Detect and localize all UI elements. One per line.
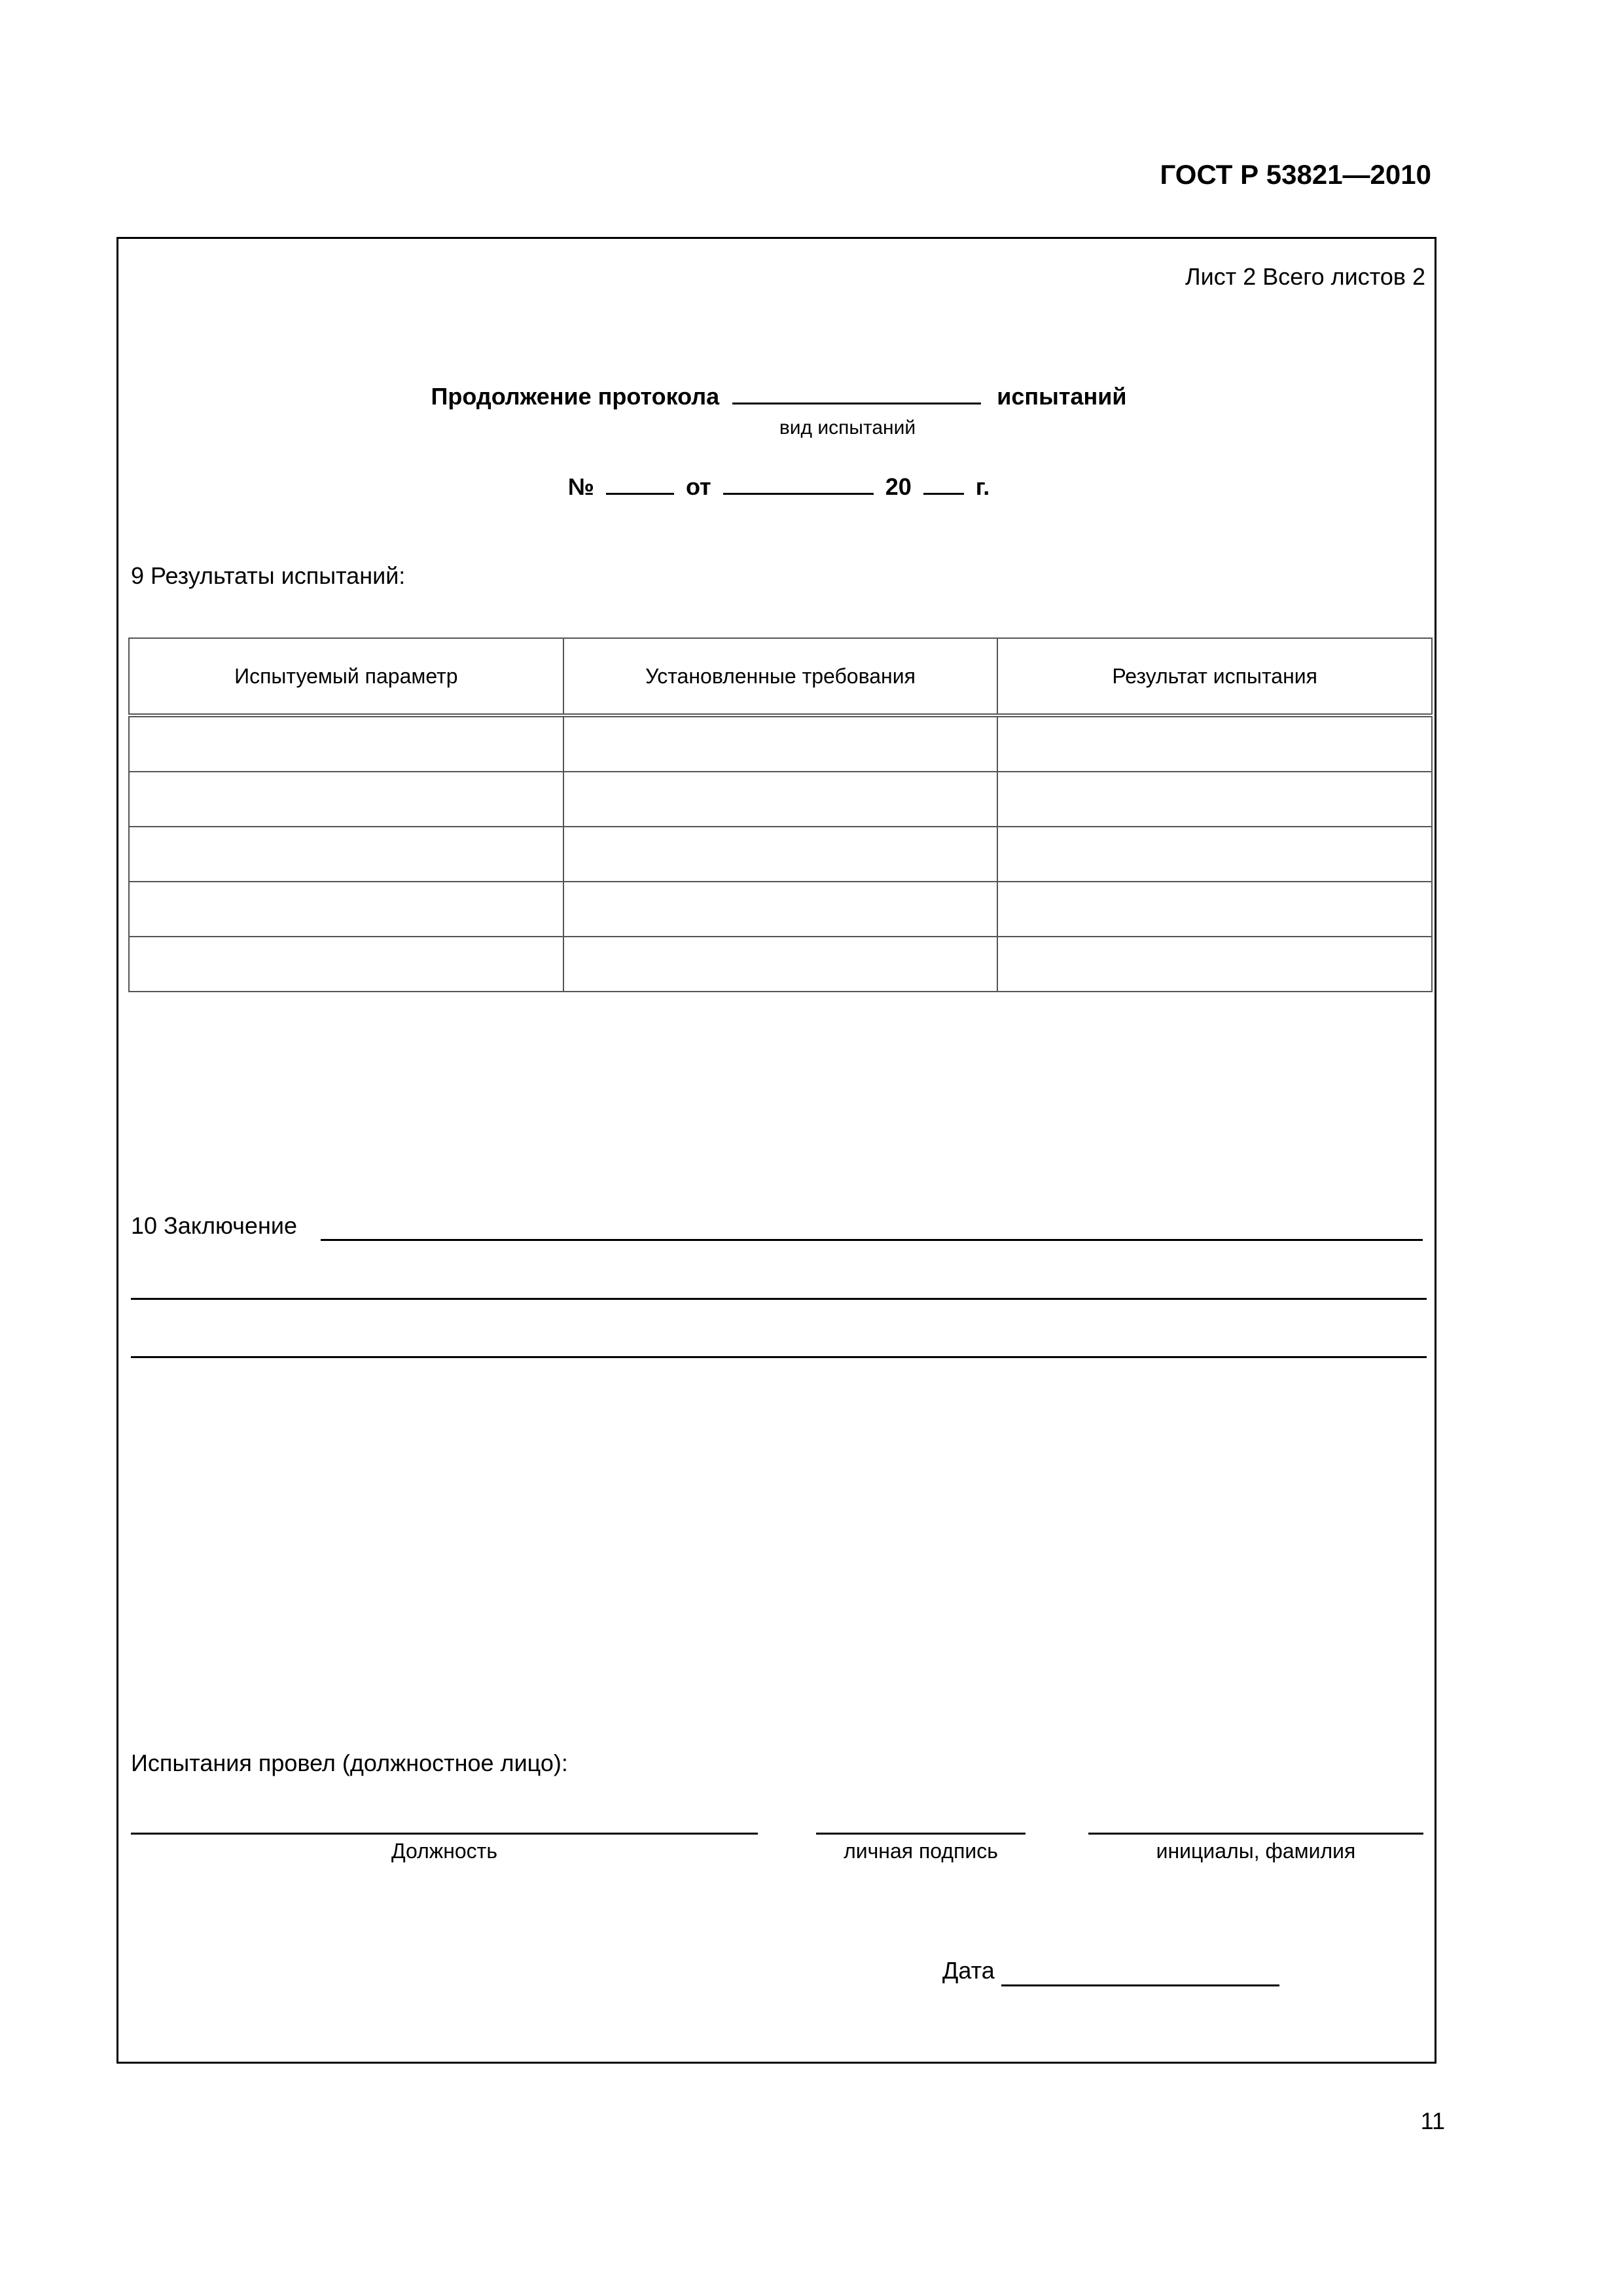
table-cell[interactable]: [997, 937, 1432, 992]
sheet-counter: Лист 2 Всего листов 2: [1185, 263, 1425, 290]
section-9-heading: 9 Результаты испытаний:: [131, 562, 406, 589]
table-row: [129, 715, 1432, 772]
protocol-title: [0, 383, 1558, 410]
table-cell[interactable]: [997, 772, 1432, 827]
table-row: [129, 827, 1432, 882]
protocol-year-field[interactable]: [923, 475, 964, 495]
position-caption: Должность: [391, 1839, 497, 1863]
header-tested-parameter: Испытуемый параметр: [129, 638, 563, 715]
table-cell[interactable]: [563, 827, 998, 882]
table-cell[interactable]: [129, 772, 563, 827]
table-cell[interactable]: [997, 882, 1432, 937]
table-row: [129, 937, 1432, 992]
test-type-caption: вид испытаний: [779, 417, 916, 439]
title-prefix: Продолжение протокола: [431, 383, 720, 410]
signature-caption: личная подпись: [844, 1839, 998, 1863]
protocol-frame: [116, 237, 1436, 2064]
table-header-row: [129, 638, 1432, 715]
table-cell[interactable]: [563, 772, 998, 827]
date-label: Дата: [942, 1957, 995, 1984]
header-requirements: Установленные требования: [563, 638, 998, 715]
from-label: от: [685, 473, 711, 500]
results-table: [128, 637, 1433, 992]
conclusion-line-3[interactable]: [131, 1356, 1427, 1358]
table-row: [129, 772, 1432, 827]
conclusion-line-1[interactable]: [321, 1239, 1423, 1241]
year-prefix: 20: [885, 473, 912, 500]
test-type-field[interactable]: [732, 384, 981, 404]
year-suffix: г.: [975, 473, 990, 500]
number-sign: №: [567, 473, 594, 500]
table-cell[interactable]: [997, 827, 1432, 882]
header-test-result: Результат испытания: [997, 638, 1432, 715]
table-cell[interactable]: [563, 715, 998, 772]
table-cell[interactable]: [129, 715, 563, 772]
tester-heading: Испытания провел (должностное лицо):: [131, 1749, 568, 1776]
table-cell[interactable]: [129, 882, 563, 937]
table-row: [129, 882, 1432, 937]
table-cell[interactable]: [563, 937, 998, 992]
table-cell[interactable]: [129, 937, 563, 992]
signature-line[interactable]: [816, 1833, 1026, 1835]
protocol-date-field[interactable]: [723, 475, 874, 495]
document-standard-header: ГОСТ Р 53821—2010: [1160, 159, 1431, 190]
page-number: 11: [1420, 2108, 1445, 2134]
name-caption: инициалы, фамилия: [1156, 1839, 1356, 1863]
protocol-number-line: [0, 473, 1558, 501]
table-cell[interactable]: [997, 715, 1432, 772]
name-line[interactable]: [1088, 1833, 1423, 1835]
table-cell[interactable]: [129, 827, 563, 882]
conclusion-line-2[interactable]: [131, 1298, 1427, 1300]
section-10-heading: 10 Заключение: [131, 1212, 297, 1239]
position-line[interactable]: [131, 1833, 758, 1835]
date-line[interactable]: [1001, 1984, 1279, 1986]
protocol-number-field[interactable]: [606, 475, 674, 495]
table-cell[interactable]: [563, 882, 998, 937]
title-suffix: испытаний: [997, 383, 1127, 410]
